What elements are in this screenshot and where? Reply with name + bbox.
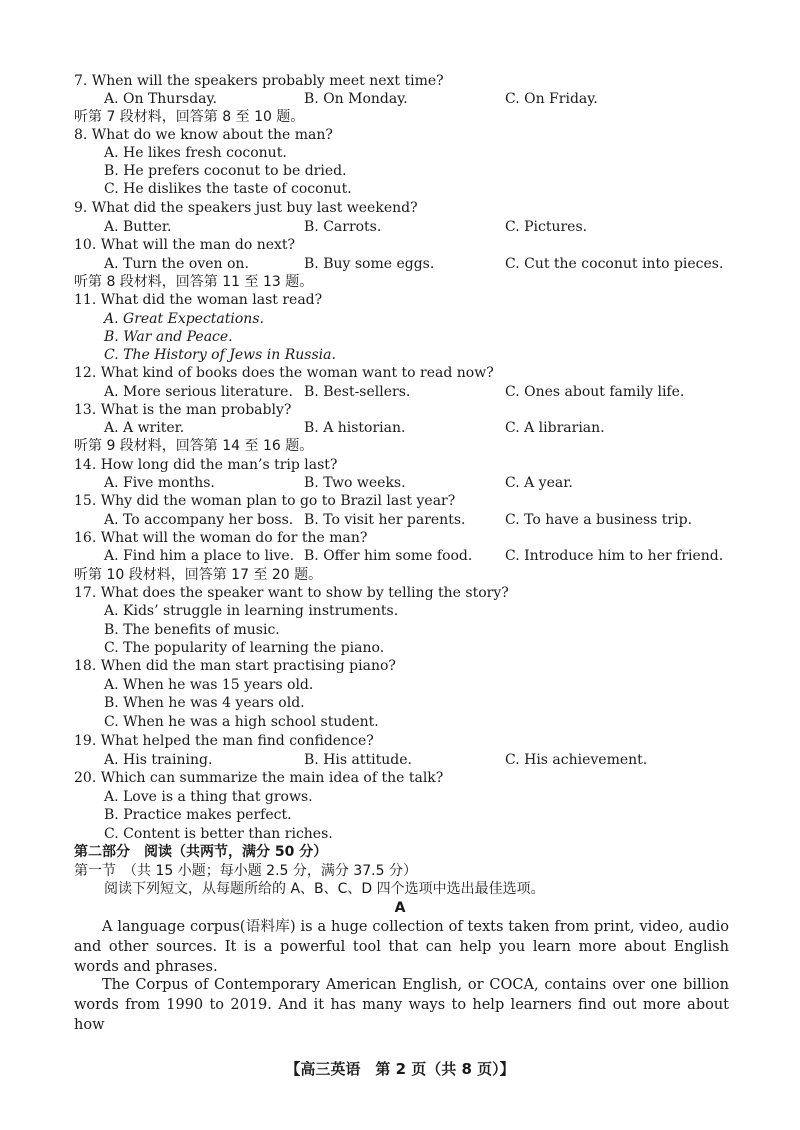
q19-option-a: A. His training. (104, 752, 213, 768)
section-header-9: 听第 9 段材料，回答第 14 至 16 题。 (74, 438, 314, 454)
section-header-8: 听第 8 段材料，回答第 11 至 13 题。 (74, 274, 314, 290)
q19-option-c: C. His achievement. (505, 752, 648, 768)
q20-option-c: C. Content is better than riches. (104, 826, 333, 842)
q11-option-b: B. War and Peace. (104, 329, 233, 345)
q17-option-a: A. Kids’ struggle in learning instruments. (104, 603, 399, 619)
question-12: 12. What kind of books does the woman want to read now? (74, 365, 494, 381)
section-1-heading: 第一节 （共 15 小题；每小题 2.5 分，满分 37.5 分） (74, 863, 417, 879)
q8-option-b: B. He prefers coconut to be dried. (104, 163, 347, 179)
q16-option-a: A. Find him a place to live. (104, 548, 295, 564)
question-20: 20. Which can summarize the main idea of the talk? (74, 770, 444, 786)
q10-option-a: A. Turn the oven on. (104, 256, 249, 272)
q9-option-c: C. Pictures. (505, 219, 588, 235)
q8-option-a: A. He likes fresh coconut. (104, 145, 287, 161)
q19-option-b: B. His attitude. (304, 752, 412, 768)
q16-option-c: C. Introduce him to her friend. (505, 548, 724, 564)
question-8: 8. What do we know about the man? (74, 127, 333, 143)
question-19: 19. What helped the man find confidence? (74, 733, 374, 749)
q10-option-c: C. Cut the coconut into pieces. (505, 256, 724, 272)
question-11: 11. What did the woman last read? (74, 292, 323, 308)
q18-option-a: A. When he was 15 years old. (104, 677, 314, 693)
question-9: 9. What did the speakers just buy last weekend? (74, 200, 418, 216)
section-header-7: 听第 7 段材料，回答第 8 至 10 题。 (74, 109, 305, 125)
question-16: 16. What will the woman do for the man? (74, 530, 368, 546)
q12-option-c: C. Ones about family life. (505, 384, 685, 400)
q17-option-b: B. The benefits of music. (104, 622, 280, 638)
q9-option-b: B. Carrots. (304, 219, 382, 235)
question-17: 17. What does the speaker want to show by telling the story? (74, 585, 509, 601)
q15-option-c: C. To have a business trip. (505, 512, 693, 528)
q7-option-a: A. On Thursday. (104, 91, 218, 107)
q14-option-a: A. Five months. (104, 475, 215, 491)
q18-option-c: C. When he was a high school student. (104, 714, 379, 730)
q14-option-b: B. Two weeks. (304, 475, 406, 491)
question-10: 10. What will the man do next? (74, 237, 296, 253)
q7-option-c: C. On Friday. (505, 91, 598, 107)
reading-instruction: 阅读下列短文，从每题所给的 A、B、C、D 四个选项中选出最佳选项。 (104, 881, 545, 897)
q20-option-a: A. Love is a thing that grows. (104, 789, 313, 805)
q16-option-b: B. Offer him some food. (304, 548, 473, 564)
q8-option-c: C. He dislikes the taste of coconut. (104, 181, 352, 197)
q15-option-b: B. To visit her parents. (304, 512, 466, 528)
question-14: 14. How long did the man’s trip last? (74, 457, 338, 473)
q17-option-c: C. The popularity of learning the piano. (104, 640, 385, 656)
q7-option-b: B. On Monday. (304, 91, 408, 107)
q13-option-a: A. A writer. (104, 420, 185, 436)
q10-option-b: B. Buy some eggs. (304, 256, 435, 272)
passage-paragraph-2: The Corpus of Contemporary American English, or COCA, contains over one billion words from 1990 to 2019. And it has many ways to help learners find out more about how (74, 977, 729, 1033)
q11-option-c: C. The History of Jews in Russia. (104, 347, 336, 363)
page-footer: 【高三英语 第 2 页（共 8 页）】 (285, 1060, 515, 1078)
passage-label: A (394, 900, 406, 916)
q18-option-b: B. When he was 4 years old. (104, 695, 305, 711)
question-7: 7. When will the speakers probably meet next time? (74, 73, 444, 89)
q13-option-c: C. A librarian. (505, 420, 605, 436)
q9-option-a: A. Butter. (104, 219, 172, 235)
q13-option-b: B. A historian. (304, 420, 406, 436)
section-header-10: 听第 10 段材料，回答第 17 至 20 题。 (74, 567, 323, 583)
q11-option-a: A. Great Expectations. (104, 311, 264, 327)
q12-option-b: B. Best-sellers. (304, 384, 411, 400)
q14-option-c: C. A year. (505, 475, 573, 491)
part-2-heading: 第二部分 阅读（共两节，满分 50 分） (74, 844, 328, 860)
q15-option-a: A. To accompany her boss. (104, 512, 294, 528)
question-13: 13. What is the man probably? (74, 402, 292, 418)
question-15: 15. Why did the woman plan to go to Brazil last year? (74, 493, 456, 509)
passage-paragraph-1: A language corpus(语料库) is a huge collection of texts taken from print, video, audio and other sources. It is a powerful tool that can help you learn more about English words and phrases. (74, 919, 729, 975)
q20-option-b: B. Practice makes perfect. (104, 807, 292, 823)
question-18: 18. When did the man start practising piano? (74, 658, 396, 674)
q12-option-a: A. More serious literature. (104, 384, 293, 400)
